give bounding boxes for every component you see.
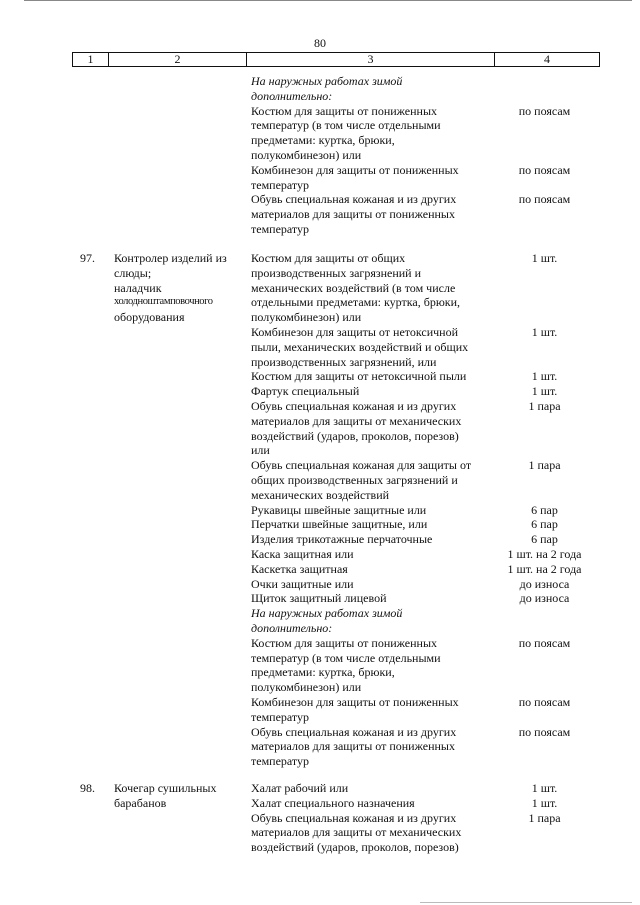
list-item bbox=[251, 636, 596, 695]
item-line: материалов для защиты от механических bbox=[251, 413, 462, 428]
item-name bbox=[251, 606, 493, 636]
list-item bbox=[251, 547, 596, 562]
item-line: Обувь специальная кожаная и из других bbox=[251, 810, 457, 825]
item-line: воздействий (ударов, проколов, порезов) bbox=[251, 840, 459, 855]
item-quantity: 1 шт. на 2 года bbox=[507, 546, 582, 561]
item-line: производственных загрязнений и bbox=[251, 265, 422, 280]
item-name bbox=[251, 325, 493, 369]
item-line: Очки защитные или bbox=[251, 576, 354, 591]
header-col-3: 3 bbox=[247, 53, 495, 66]
item-line: полукомбинезон) или bbox=[251, 147, 362, 162]
item-name bbox=[251, 725, 493, 769]
bottom-rule bbox=[420, 902, 632, 903]
profession-line: холодноштамповочного bbox=[114, 296, 213, 308]
item-line: Комбинезон для защиты от нетоксичной bbox=[251, 324, 459, 339]
item-line: Каска защитная или bbox=[251, 546, 354, 561]
list-item bbox=[251, 325, 596, 369]
item-quantity: 1 пара bbox=[528, 810, 561, 825]
item-name bbox=[251, 517, 493, 532]
profession-line: оборудования bbox=[114, 310, 185, 325]
item-line: воздействий (ударов, проколов, порезов) bbox=[251, 428, 459, 443]
profession-line: Контролер изделий из bbox=[114, 251, 227, 265]
item-quantity: по поясам bbox=[518, 694, 571, 709]
profession-tail-lines bbox=[114, 310, 242, 325]
item-name bbox=[251, 562, 493, 577]
item-line: материалов для защиты от пониженных bbox=[251, 739, 455, 754]
item-line: материалов для защиты от пониженных bbox=[251, 207, 455, 222]
item-line: пыли, механических воздействий и общих bbox=[251, 339, 469, 354]
table-header bbox=[72, 52, 600, 67]
item-name bbox=[251, 251, 493, 325]
item-quantity: 6 пар bbox=[531, 517, 558, 532]
item-line: температур bbox=[251, 709, 310, 724]
item-line: Костюм для защиты от пониженных bbox=[251, 103, 438, 118]
item-line: механических воздействий bbox=[251, 487, 390, 502]
item-quantity bbox=[493, 606, 596, 636]
item-line: отдельными предметами: куртка, брюки, bbox=[251, 295, 461, 310]
list-item bbox=[251, 104, 596, 163]
item-name bbox=[251, 192, 493, 236]
item-name bbox=[251, 695, 493, 725]
profession-line: Кочегар сушильных bbox=[114, 781, 217, 795]
item-name bbox=[251, 532, 493, 547]
list-item bbox=[251, 163, 596, 193]
section-note bbox=[251, 74, 596, 104]
item-line: общих производственных загрязнений и bbox=[251, 472, 458, 487]
item-name bbox=[251, 577, 493, 592]
item-line: Рукавицы швейные защитные или bbox=[251, 502, 427, 517]
item-name bbox=[251, 547, 493, 562]
item-name bbox=[251, 74, 493, 104]
row-items bbox=[251, 251, 596, 769]
item-quantity: по поясам bbox=[518, 635, 571, 650]
item-line: температур (в том числе отдельными bbox=[251, 118, 441, 133]
item-line: Обувь специальная кожаная и из других bbox=[251, 192, 457, 207]
item-name bbox=[251, 399, 493, 458]
item-quantity: по поясам bbox=[518, 724, 571, 739]
item-line: температур bbox=[251, 754, 310, 769]
item-line: Халат специального назначения bbox=[251, 795, 415, 810]
item-line: производственных загрязнений, или bbox=[251, 354, 437, 369]
header-col-4: 4 bbox=[544, 52, 550, 66]
item-line: Изделия трикотажные перчаточные bbox=[251, 532, 433, 547]
list-item bbox=[251, 369, 596, 384]
list-item bbox=[251, 458, 596, 502]
item-line: На наружных работах зимой bbox=[251, 74, 403, 88]
list-item bbox=[251, 251, 596, 325]
row-number: 97. bbox=[80, 251, 95, 265]
profession-lines bbox=[114, 251, 242, 295]
item-quantity: до износа bbox=[519, 591, 570, 606]
list-item bbox=[251, 725, 596, 769]
item-quantity: 1 шт. bbox=[531, 384, 558, 399]
profession-lines bbox=[114, 781, 242, 811]
item-line: Костюм для защиты от нетоксичной пыли bbox=[251, 369, 467, 384]
row-items bbox=[251, 781, 596, 855]
list-item bbox=[251, 399, 596, 458]
list-item bbox=[251, 695, 596, 725]
item-name bbox=[251, 636, 493, 695]
continuation-items bbox=[251, 74, 596, 237]
item-line: Комбинезон для защиты от пониженных bbox=[251, 694, 459, 709]
item-quantity bbox=[493, 74, 596, 104]
item-name bbox=[251, 163, 493, 193]
list-item bbox=[251, 562, 596, 577]
item-line: Костюм для защиты от общих bbox=[251, 251, 406, 265]
list-item bbox=[251, 591, 596, 606]
item-line: материалов для защиты от механических bbox=[251, 825, 462, 840]
item-line: предметами: куртка, брюки, bbox=[251, 133, 395, 148]
item-line: Щиток защитный лицевой bbox=[251, 591, 387, 606]
item-quantity: 1 шт. bbox=[531, 795, 558, 810]
item-line: дополнительно: bbox=[251, 620, 333, 635]
item-name bbox=[251, 781, 493, 796]
item-name bbox=[251, 369, 493, 384]
item-name bbox=[251, 503, 493, 518]
item-quantity: до износа bbox=[519, 576, 570, 591]
item-name bbox=[251, 591, 493, 606]
item-line: полукомбинезон) или bbox=[251, 310, 362, 325]
item-quantity: 6 пар bbox=[531, 532, 558, 547]
item-line: Обувь специальная кожаная для защиты от bbox=[251, 458, 472, 473]
item-line: На наружных работах зимой bbox=[251, 606, 403, 621]
list-item bbox=[251, 781, 596, 796]
item-line: Обувь специальная кожаная и из других bbox=[251, 398, 457, 413]
item-name bbox=[251, 104, 493, 163]
item-quantity: 1 шт. bbox=[531, 251, 558, 265]
item-line: Перчатки швейные защитные, или bbox=[251, 517, 428, 532]
row-profession bbox=[114, 251, 242, 325]
item-line: Фартук специальный bbox=[251, 384, 360, 399]
header-col-2: 2 bbox=[109, 53, 247, 66]
list-item bbox=[251, 796, 596, 811]
list-item bbox=[251, 503, 596, 518]
item-quantity: 1 шт. на 2 года bbox=[507, 561, 582, 576]
profession-line: барабанов bbox=[114, 795, 167, 810]
item-name bbox=[251, 458, 493, 502]
profession-line: слюды; bbox=[114, 265, 152, 280]
item-line: Обувь специальная кожаная и из других bbox=[251, 724, 457, 739]
item-line: или bbox=[251, 443, 270, 458]
item-quantity: по поясам bbox=[518, 192, 571, 207]
item-quantity: по поясам bbox=[518, 162, 571, 177]
list-item bbox=[251, 192, 596, 236]
item-quantity: 6 пар bbox=[531, 502, 558, 517]
item-quantity: 1 шт. bbox=[531, 369, 558, 384]
item-line: Костюм для защиты от пониженных bbox=[251, 635, 438, 650]
item-quantity: по поясам bbox=[518, 103, 571, 118]
item-line: температур (в том числе отдельными bbox=[251, 650, 441, 665]
profession-small-lines bbox=[114, 295, 242, 310]
item-line: температур bbox=[251, 221, 310, 236]
item-line: Комбинезон для защиты от пониженных bbox=[251, 162, 459, 177]
profession-line: наладчик bbox=[114, 280, 162, 295]
item-line: Каскетка защитная bbox=[251, 561, 348, 576]
section-note bbox=[251, 606, 596, 636]
top-rule bbox=[24, 0, 632, 1]
row-profession bbox=[114, 781, 242, 811]
item-quantity: 1 шт. bbox=[531, 324, 558, 339]
item-name bbox=[251, 384, 493, 399]
item-line: дополнительно: bbox=[251, 88, 333, 103]
list-item bbox=[251, 384, 596, 399]
item-name bbox=[251, 796, 493, 811]
header-col-1: 1 bbox=[73, 53, 109, 66]
item-line: предметами: куртка, брюки, bbox=[251, 665, 395, 680]
page-number: 80 bbox=[314, 36, 326, 50]
item-quantity: 1 пара bbox=[528, 458, 561, 473]
item-name bbox=[251, 811, 493, 855]
item-line: Халат рабочий или bbox=[251, 781, 349, 795]
row-number: 98. bbox=[80, 781, 95, 795]
list-item bbox=[251, 811, 596, 855]
list-item bbox=[251, 577, 596, 592]
list-item bbox=[251, 532, 596, 547]
item-line: механических воздействий (в том числе bbox=[251, 280, 456, 295]
list-item bbox=[251, 517, 596, 532]
item-line: полукомбинезон) или bbox=[251, 680, 362, 695]
item-quantity: 1 шт. bbox=[531, 781, 558, 795]
item-quantity: 1 пара bbox=[528, 398, 561, 413]
item-line: температур bbox=[251, 177, 310, 192]
